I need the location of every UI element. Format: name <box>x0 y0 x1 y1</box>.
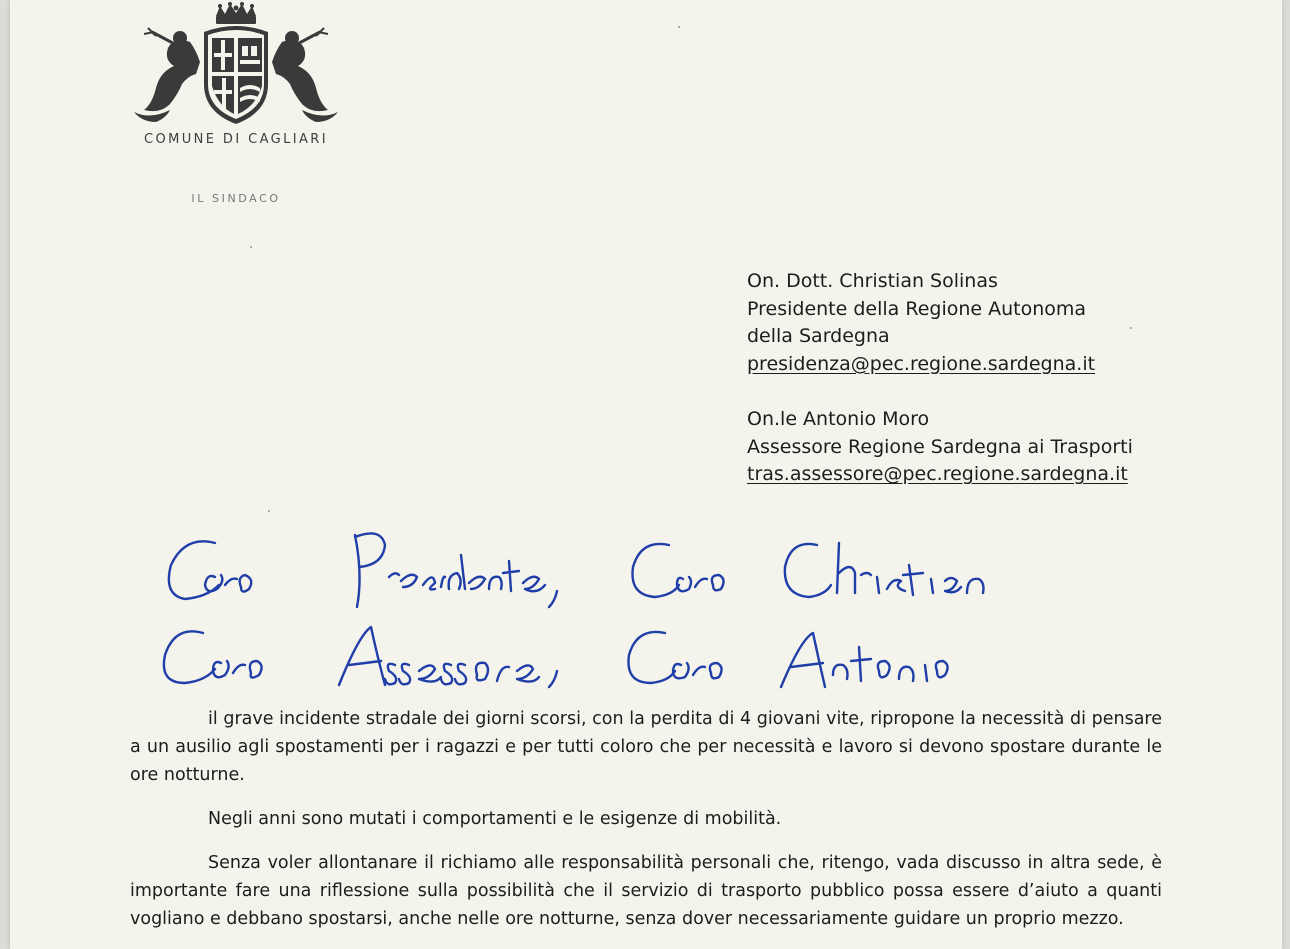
recipient-role: Presidente della Regione Autonoma <box>747 297 1087 320</box>
recipient-block-assessor <box>747 406 1207 489</box>
office-title: IL SINDACO <box>191 192 281 205</box>
recipient-email[interactable]: presidenza@pec.regione.sardegna.it <box>747 352 1096 375</box>
paper-speck <box>250 246 252 248</box>
coat-of-arms-icon <box>130 2 342 128</box>
handwritten-salutation <box>145 515 1065 695</box>
recipient-name: On.le Antonio Moro <box>747 408 930 430</box>
body-paragraph: Senza voler allontanare il richiamo alle responsabilità personali che, ritengo, vada discusso in altra sede, è importante fare una riflessione sulla possibilità che il servizio di trasporto pubblico possa essere d’aiuto a quanti vogliano e debbano spostarsi, anche nelle ore notturne, senza dover necessariamente guidare un proprio mezzo. <box>130 853 1162 929</box>
recipient-block-president <box>747 268 1207 378</box>
recipient-role-cont: della Sardegna <box>747 325 890 347</box>
recipient-email[interactable]: tras.assessore@pec.regione.sardegna.it <box>747 463 1128 485</box>
paper-speck <box>678 26 680 28</box>
organization-name: COMUNE DI CAGLIARI <box>144 132 328 147</box>
paper-speck <box>1130 327 1132 329</box>
paper-speck <box>268 510 270 512</box>
body-paragraph: il grave incidente stradale dei giorni scorsi, con la perdita di 4 giovani vite, ripropone la necessità di pensare a un ausilio agli spostamenti per i ragazzi e per tutti coloro che per necessità e lavoro si devono spostare durante le ore notturne. <box>130 709 1162 785</box>
recipient-name: On. Dott. Christian Solinas <box>747 270 998 292</box>
letter-page <box>10 0 1282 949</box>
recipient-role: Assessore Regione Sardegna ai Trasporti <box>747 435 1133 458</box>
body-paragraph: Negli anni sono mutati i comportamenti e le esigenze di mobilità. <box>208 809 782 829</box>
letter-body <box>130 705 1162 949</box>
